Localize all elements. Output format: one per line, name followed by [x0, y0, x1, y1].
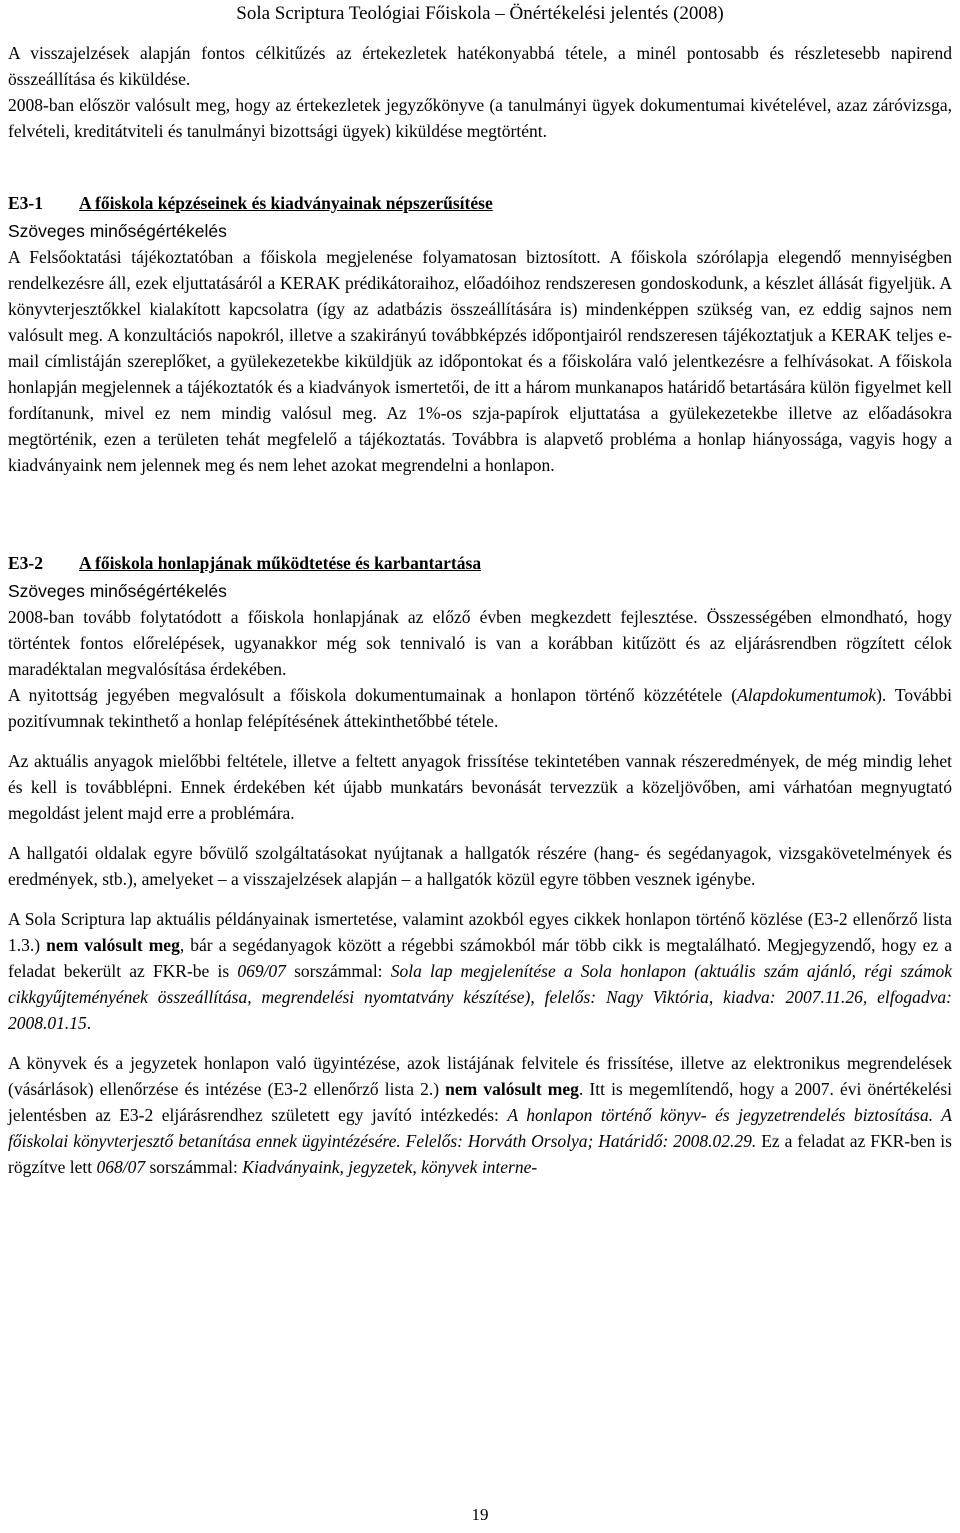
section-title: A főiskola honlapjának működtetése és karbantartása	[79, 553, 482, 573]
text-run: A nyitottság jegyében megvalósult a főiskola dokumentumainak a honlapon történő közzététele (	[8, 685, 738, 705]
running-header: Sola Scriptura Teológiai Főiskola – Önértékelési jelentés (2008)	[236, 3, 724, 24]
italic-run: A honlapon történő könyv- és jegyzetrendelés biztosítása. A főiskolai könyvterjesztő betanítása ennek ügyintézésére. Felelős: Horváth Orsolya; Határidő: 2008.02.29.	[8, 1105, 952, 1151]
intro-paragraph-2: 2008-ban először valósult meg, hogy az értekezletek jegyzőkönyve (a tanulmányi ügyek dokumentumai kivételével, azaz záróvizsga, felvételi, kreditátviteli és tanulmányi bizottsági ügyek) kiküldése megtörtént.	[8, 95, 952, 141]
italic-run: Sola lap megjelenítése a Sola honlapon (aktuális szám ajánló, régi számok cikkgyűjteményének összeállítása, megrendelési nyomtatvány készítése), felelős: Nagy Viktória, kiadva: 2007.11.26, elfogadva: 2008.01.15	[8, 961, 952, 1033]
section-title: A főiskola képzéseinek és kiadványainak népszerűsítése	[79, 193, 493, 213]
e3-1-paragraph-1: A Felsőoktatási tájékoztatóban a főiskola megjelenése folyamatosan biztosított. A főiskola szórólapja elegendő mennyiségben rendelkezésre áll, ezek eljuttatásáról a KERAK prédikátoraihoz, előadóihoz rendszeresen gondoskodunk, a készlet állását figyeljük. A könyvterjesztőkkel kialakított kapcsolatra (így az adatbázis összeállítására is) mindenképpen szükség van, ez eddig sajnos nem valósult meg. A konzultációs napokról, illetve a szakirányú továbbképzés időpontjairól rendszeresen tájékoztatjuk a KERAK teljes e-mail címlistáján szereplőket, a gyülekezetekbe kiküldjük az időpontokat és a főiskolára való jelentkezésre a felhívásokat. A főiskola honlapján megjelennek a tájékoztatók és a kiadványok ismertetői, de itt a három munkanapos határidő betartására külön figyelmet kell fordítanunk, mivel ez nem mindig valósul meg. Az 1%-os szja-papírok eljuttatása a gyülekezetekbe illetve az előadásokra megtörténik, ezen a területen tehát megfelelő a tájékoztatás. Továbbra is alapvető probléma a honlap hiányossága, vagyis hogy a kiadványaink nem jelennek meg és nem lehet azokat megrendelni a honlapon.	[8, 247, 952, 475]
text-run: , bár a segédanyagok között a régebbi számokból már több cikk is megtalálható. Megjegyzendő, hogy ez a feladat bekerült az FKR-be is	[8, 935, 952, 981]
intro-paragraph-1: A visszajelzések alapján fontos célkitűzés az értekezletek hatékonyabbá tétele, a minél pontosabb és részletesebb napirend összeállítása és kiküldése.	[8, 43, 952, 89]
text-run: . Itt is megemlítendő, hogy a 2007. évi önértékelési jelentésben az E3-2 eljárásrendhez született egy javító intézkedés:	[8, 1079, 952, 1125]
text-run: A könyvek és a jegyzetek honlapon való ügyintézése, azok listájának felvitele és frissítése, illetve az elektronikus megrendelések (vásárlások) ellenőrzése és intézése (E3-2 ellenőrző lista 2.)	[8, 1053, 952, 1099]
text-run: sorszámmal:	[145, 1157, 243, 1177]
italic-run: 069/07	[237, 961, 286, 981]
e3-2-paragraph-2	[8, 682, 952, 734]
document-page	[8, 0, 952, 1180]
e3-2-paragraph-6	[8, 1050, 952, 1180]
bold-run: nem valósult meg	[46, 935, 180, 955]
section-number: E3-2	[8, 553, 43, 573]
e3-2-paragraph-3: Az aktuális anyagok mielőbbi feltétele, illetve a feltett anyagok frissítése tekintetében vannak részeredmények, de még mindig lehet és kell is továbblépni. Ennek érdekében két újabb munkatárs bevonását tervezzük a közeljövőben, ami várhatóan megnyugtató megoldást jelent majd erre a problémára.	[8, 751, 952, 823]
bold-run: nem valósult meg	[445, 1079, 579, 1099]
subheading-e3-2: Szöveges minőségértékelés	[8, 581, 227, 601]
italic-run: Alapdokumentumok	[737, 685, 877, 705]
text-run: ). További pozitívumnak tekinthető a honlap felépítésének áttekinthetőbbé tétele.	[8, 685, 952, 731]
italic-run: Kiadványaink, jegyzetek, könyvek interne-	[242, 1157, 538, 1177]
section-number: E3-1	[8, 193, 43, 213]
section-heading-e3-2	[8, 550, 952, 576]
text-run: .	[86, 1013, 92, 1033]
page-number: 19	[471, 1505, 489, 1524]
text-run: A Sola Scriptura lap aktuális példányainak ismertetése, valamint azokból egyes cikkek honlapon történő közlése (E3-2 ellenőrző lista 1.3.)	[8, 909, 952, 955]
text-run: Ez a feladat az FKR-ben is rögzítve lett	[8, 1131, 952, 1177]
e3-2-paragraph-4: A hallgatói oldalak egyre bővülő szolgáltatásokat nyújtanak a hallgatók részére (hang- és segédanyagok, vizsgakövetelmények és eredmények, stb.), amelyeket – a visszajelzések alapján – a hallgatók közül egyre többen vesznek igénybe.	[8, 843, 952, 889]
italic-run: 068/07	[96, 1157, 146, 1177]
e3-2-paragraph-5	[8, 906, 952, 1036]
e3-2-paragraph-1: 2008-ban tovább folytatódott a főiskola honlapjának az előző évben megkezdett fejlesztése. Összességében elmondható, hogy történtek fontos előrelépések, ugyanakkor még sok tennivaló is van a korábban kitűzött és az eljárásrendben rögzített célok maradéktalan megvalósítása érdekében.	[8, 607, 952, 679]
section-heading-e3-1	[8, 190, 952, 216]
text-run: sorszámmal:	[285, 961, 391, 981]
subheading-e3-1: Szöveges minőségértékelés	[8, 221, 227, 241]
